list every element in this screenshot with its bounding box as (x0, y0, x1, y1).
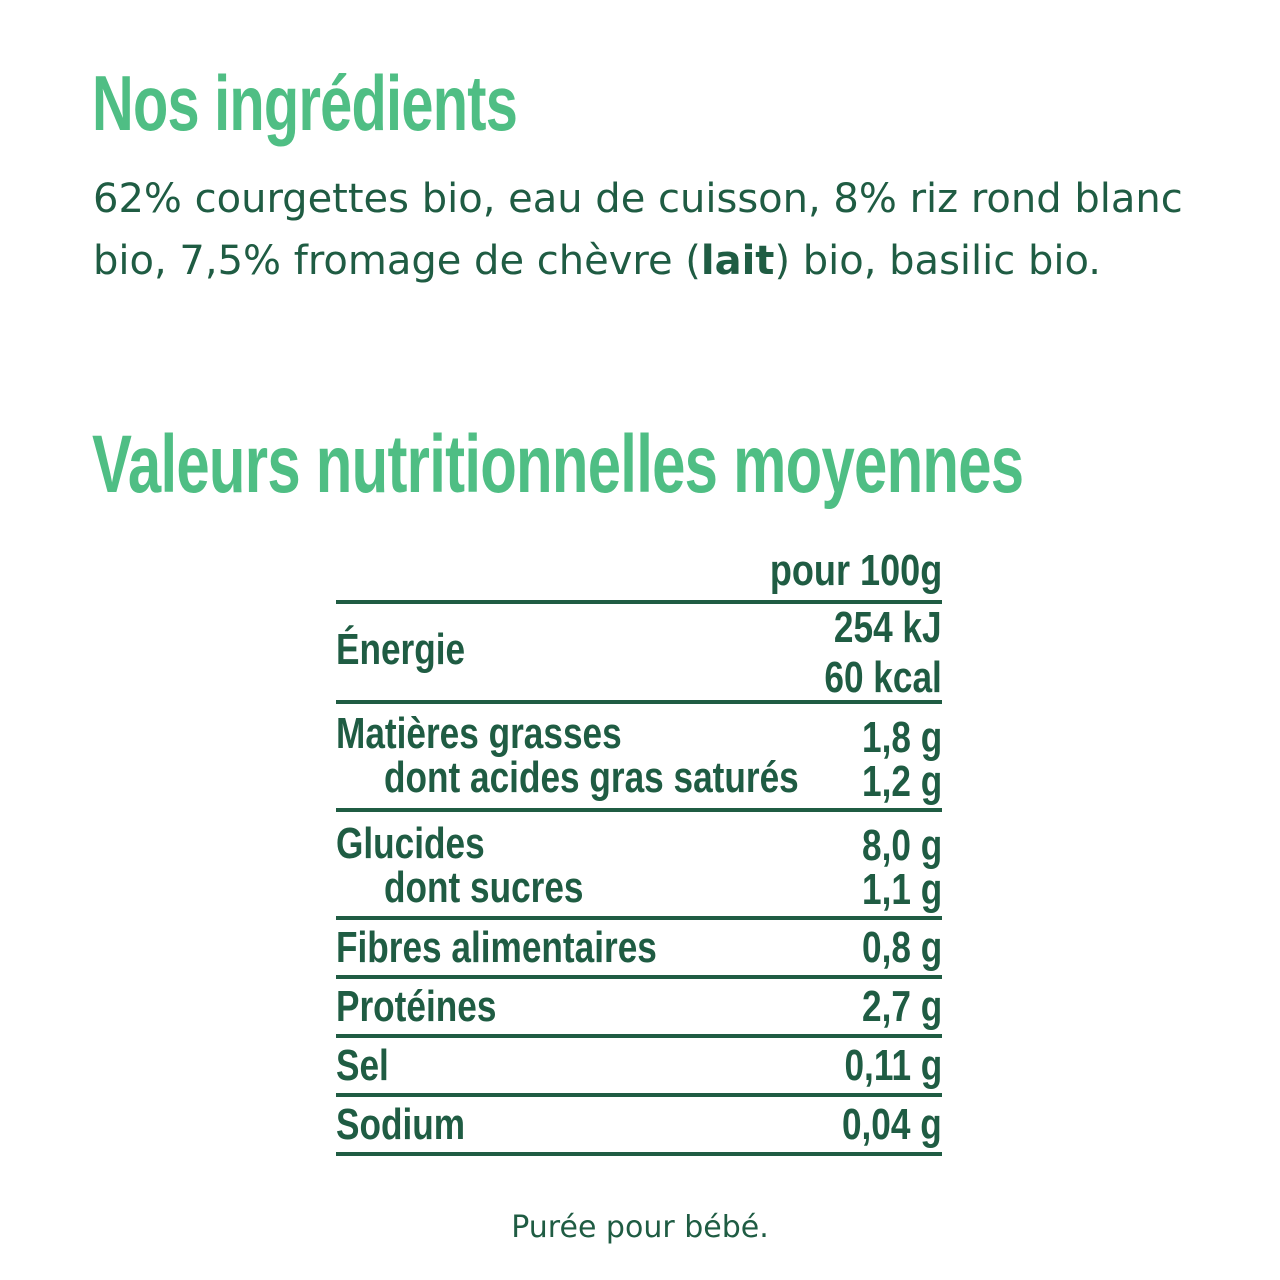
nutrition-row-fat (336, 704, 942, 812)
energy-label: Énergie (336, 625, 466, 674)
fibre-value: 0,8 g (861, 923, 942, 972)
energy-kcal-value: 60 kcal (824, 653, 942, 702)
carbohydrates-label: Glucides (336, 819, 485, 868)
sugars-label: dont sucres (384, 863, 584, 912)
nutrition-table (336, 540, 942, 1156)
ingredients-list (93, 168, 1243, 292)
fat-label: Matières grasses (336, 709, 622, 758)
nutrition-row-sodium (336, 1097, 942, 1156)
nutrition-row-energy (336, 604, 942, 704)
sugars-value: 1,1 g (861, 865, 942, 914)
nutrition-title: Valeurs nutritionnelles moyennes (92, 419, 1024, 510)
fibre-label: Fibres alimentaires (336, 923, 657, 972)
saturated-fat-value: 1,2 g (861, 757, 942, 806)
ingredients-title: Nos ingrédients (92, 59, 518, 147)
allergen-highlight: lait (700, 238, 775, 284)
product-description-footer: Purée pour bébé. (511, 1210, 769, 1245)
protein-value: 2,7 g (861, 982, 942, 1031)
nutrition-row-protein (336, 979, 942, 1038)
protein-label: Protéines (336, 982, 497, 1031)
ingredients-text-start: 62% courgettes bio, eau de cuisson, 8% riz rond blanc bio, 7,5% fromage de chèvre ( (93, 176, 1183, 284)
fat-value: 1,8 g (861, 713, 942, 762)
nutrition-row-fibre (336, 920, 942, 979)
nutrition-header-row (336, 540, 942, 604)
nutrition-row-carbohydrates (336, 812, 942, 920)
saturated-fat-label: dont acides gras saturés (384, 753, 799, 802)
nutrition-row-salt (336, 1038, 942, 1097)
ingredients-text-end: ) bio, basilic bio. (774, 238, 1101, 284)
carbohydrates-value: 8,0 g (861, 821, 942, 870)
energy-kj-value: 254 kJ (834, 603, 942, 652)
sodium-value: 0,04 g (842, 1100, 942, 1149)
sodium-label: Sodium (336, 1100, 466, 1149)
salt-label: Sel (336, 1041, 389, 1090)
column-header-per-100g: pour 100g (769, 546, 942, 595)
salt-value: 0,11 g (844, 1041, 942, 1090)
